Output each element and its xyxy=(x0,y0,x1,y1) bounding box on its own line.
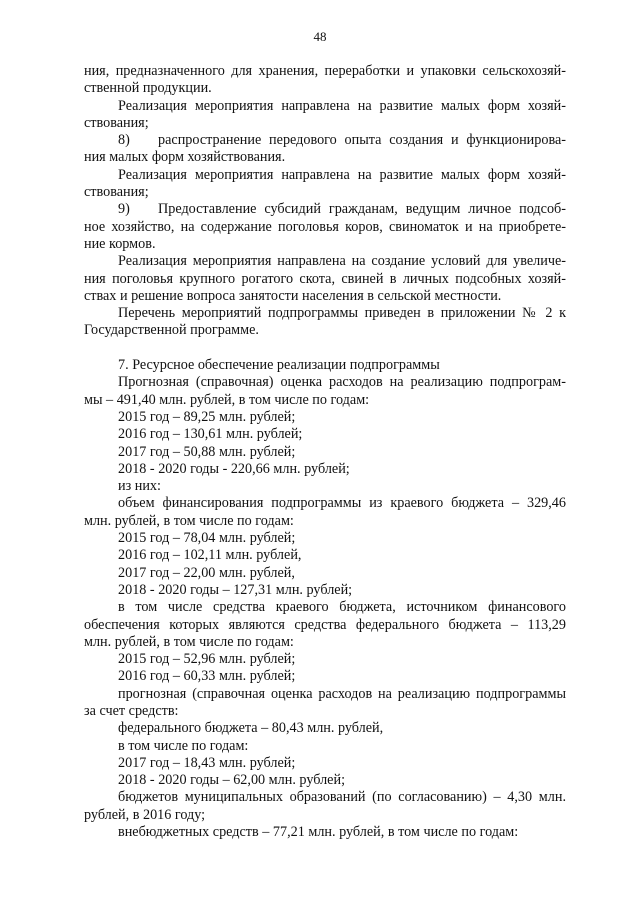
text-line: объем финансирования подпрограммы из краевого бюджета – 329,46 xyxy=(118,495,566,512)
text-line: внебюджетных средств – 77,21 млн. рублей, в том числе по годам: xyxy=(118,824,519,841)
text-line: 2016 год – 130,61 млн. рублей; xyxy=(118,426,303,443)
text-line: рублей, в 2016 году; xyxy=(84,806,206,823)
text-line: в том числе средства краевого бюджета, источником финансового xyxy=(118,599,566,616)
text-line: 2016 год – 60,33 млн. рублей; xyxy=(118,668,296,685)
text-line: ния поголовья крупного рогатого скота, свиней в личных подсобных хозяй- xyxy=(84,270,566,287)
text-line: ния, предназначенного для хранения, переработки и упаковки сельскохозяй- xyxy=(84,63,566,79)
text-line: 2015 год – 52,96 млн. рублей; xyxy=(118,651,296,668)
paragraph-gap xyxy=(84,340,566,357)
text-line: федерального бюджета – 80,43 млн. рублей, xyxy=(118,720,384,737)
text-line: млн. рублей, в том числе по годам: xyxy=(84,633,294,650)
text-line: 2016 год – 102,11 млн. рублей, xyxy=(118,547,302,564)
text-line: ствования; xyxy=(84,184,149,201)
text-line: ние кормов. xyxy=(84,235,156,252)
list-number: 9) xyxy=(118,201,130,218)
text-line: 2015 год – 78,04 млн. рублей; xyxy=(118,530,296,547)
text-line: Прогнозная (справочная) оценка расходов на реализацию подпрограм- xyxy=(118,374,566,391)
text-line: Реализация мероприятия направлена на развитие малых форм хозяй- xyxy=(118,97,566,114)
text-line: за счет средств: xyxy=(84,702,179,719)
text-line: прогнозная (справочная оценка расходов на реализацию подпрограммы xyxy=(118,685,566,702)
page-number: 48 xyxy=(313,29,327,44)
list-item-8 xyxy=(84,132,566,149)
text-line: ствах и решение вопроса занятости населения в сельской местности. xyxy=(84,287,502,304)
text-line: мы – 491,40 млн. рублей, в том числе по годам: xyxy=(84,391,370,408)
list-item-9 xyxy=(84,201,566,218)
text-line: Предоставление субсидий гражданам, ведущим личное подсоб- xyxy=(158,201,566,218)
text-line: 2017 год – 18,43 млн. рублей; xyxy=(118,754,296,771)
text-line: млн. рублей, в том числе по годам: xyxy=(84,512,294,529)
text-line: из них: xyxy=(118,478,161,495)
text-line: Реализация мероприятия направлена на развитие малых форм хозяй- xyxy=(118,166,566,183)
text-line: 2018 - 2020 годы - 220,66 млн. рублей; xyxy=(118,460,350,477)
text-line: Реализация мероприятия направлена на создание условий для увеличе- xyxy=(118,253,566,270)
section-heading: 7. Ресурсное обеспечение реализации подпрограммы xyxy=(118,357,440,374)
text-line: ствования; xyxy=(84,114,149,131)
text-line: 2017 год – 50,88 млн. рублей; xyxy=(118,443,296,460)
text-line: ственной продукции. xyxy=(84,80,212,97)
document-body xyxy=(84,63,566,841)
text-line: 2018 - 2020 годы – 127,31 млн. рублей; xyxy=(118,581,353,598)
text-line: Перечень мероприятий подпрограммы приведен в приложении № 2 к xyxy=(118,305,566,322)
list-number: 8) xyxy=(118,132,130,149)
text-line: Государственной программе. xyxy=(84,322,259,339)
text-line: ния малых форм хозяйствования. xyxy=(84,149,286,166)
text-line: обеспечения которых являются средства федерального бюджета – 113,29 xyxy=(84,616,566,633)
text-line: 2017 год – 22,00 млн. рублей, xyxy=(118,564,295,581)
text-line: 2015 год – 89,25 млн. рублей; xyxy=(118,408,296,425)
text-line: 2018 - 2020 годы – 62,00 млн. рублей; xyxy=(118,772,346,789)
text-line: бюджетов муниципальных образований (по согласованию) – 4,30 млн. xyxy=(118,789,566,806)
text-line: распространение передового опыта создания и функционирова- xyxy=(158,132,566,149)
text-line: в том числе по годам: xyxy=(118,737,249,754)
text-line: ное хозяйство, на содержание поголовья коров, свиноматок и на приобрете- xyxy=(84,218,566,235)
